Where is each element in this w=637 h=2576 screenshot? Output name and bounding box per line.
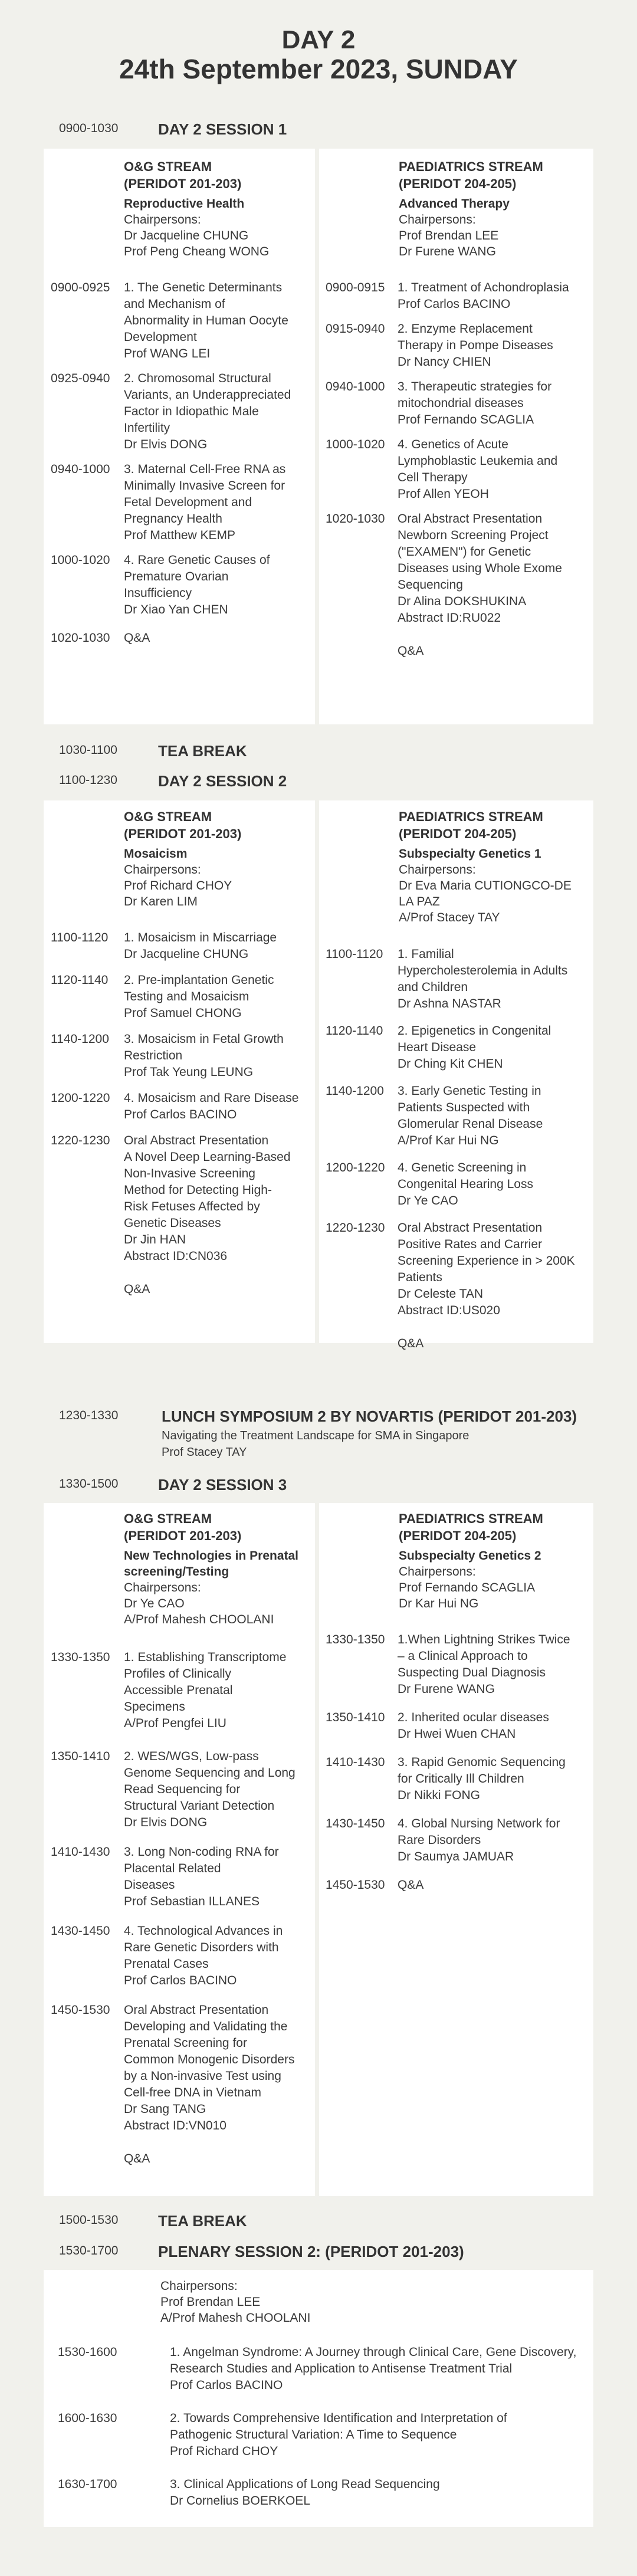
session-title: DAY 2 SESSION 3 — [158, 1476, 287, 1494]
lunch-subtitle: Navigating the Treatment Landscape for SMA in Singapore Prof Stacey TAY — [162, 1429, 469, 1459]
item-text: 1. The Genetic Determinants and Mechanism of Abnormality in Human Oocyte Development Prof WANG LEI — [124, 281, 288, 360]
item-time: 1430-1450 — [51, 1924, 110, 1938]
chairpersons: Chairpersons: Prof Brendan LEE Dr Furene WANG — [399, 213, 499, 258]
break-time: 1030-1100 — [59, 743, 117, 757]
item-time: 1530-1600 — [58, 2345, 117, 2359]
stream-topic: Subspecialty Genetics 1 — [399, 847, 541, 861]
item-text: 3. Mosaicism in Fetal Growth Restriction Prof Tak Yeung LEUNG — [124, 1032, 284, 1079]
item-text: 2. Epigenetics in Congenital Heart Disease Dr Ching Kit CHEN — [398, 1024, 551, 1071]
session3-header — [0, 1470, 637, 1499]
item-text: 2. Towards Comprehensive Identification and Interpretation of Pathogenic Structural Variation: A Time to Sequence Prof Richard CHOY — [170, 2411, 507, 2458]
tea-break-1 — [0, 736, 637, 766]
session3-paeds-stream — [399, 1510, 591, 1612]
stream-name: PAEDIATRICS STREAM (PERIDOT 204-205) — [399, 1511, 543, 1543]
item-time: 1020-1030 — [51, 631, 110, 645]
schedule-item — [51, 370, 313, 453]
item-time: 1410-1430 — [51, 1845, 110, 1859]
chairpersons: Chairpersons: Dr Jacqueline CHUNG Prof Peng Cheang WONG — [124, 213, 270, 258]
item-text: 4. Mosaicism and Rare Disease Prof Carlos BACINO — [124, 1091, 299, 1121]
item-time: 1330-1350 — [326, 1633, 385, 1646]
schedule-item — [51, 1748, 313, 1831]
schedule-item — [58, 2476, 589, 2509]
schedule-item — [58, 2410, 589, 2460]
item-time: 1220-1230 — [326, 1221, 385, 1235]
session1-og-schedule — [51, 280, 313, 656]
item-time: 0925-0940 — [51, 372, 110, 385]
date-title: 24th September 2023, SUNDAY — [119, 54, 518, 84]
item-time: 1330-1350 — [51, 1650, 110, 1664]
stream-topic: Subspecialty Genetics 2 — [399, 1549, 541, 1563]
item-text: 4. Genetics of Acute Lymphoblastic Leukemia and Cell Therapy Prof Allen YEOH — [398, 438, 558, 501]
session2-og-stream — [124, 808, 313, 910]
item-text: 2. Chromosomal Structural Variants, an Underappreciated Factor in Idiopathic Male Infertility Dr Elvis DONG — [124, 372, 291, 451]
item-time: 1430-1450 — [326, 1817, 385, 1830]
item-time: 0940-1000 — [51, 462, 110, 476]
item-text: Oral Abstract Presentation Developing and Validating the Prenatal Screening for Common Monogenic Disorders by a Non-invasive Test using Cell-free DNA in Vietnam Dr Sang TANG Abstract ID:VN010 Q&A — [124, 2003, 295, 2165]
stream-name: PAEDIATRICS STREAM (PERIDOT 204-205) — [399, 809, 543, 841]
schedule-item — [51, 972, 313, 1022]
item-text: 2. Enzyme Replacement Therapy in Pompe Diseases Dr Nancy CHIEN — [398, 322, 553, 369]
session3-og-schedule — [51, 1649, 313, 2177]
schedule-item — [51, 461, 313, 544]
item-text: 2. WES/WGS, Low-pass Genome Sequencing and Long Read Sequencing for Structural Variant Detection Dr Elvis DONG — [124, 1750, 295, 1829]
schedule-item — [326, 1709, 592, 1743]
item-time: 1220-1230 — [51, 1134, 110, 1147]
session1-header — [0, 114, 637, 144]
tea-break-2 — [0, 2206, 637, 2236]
session2-header — [0, 766, 637, 796]
stream-name: O&G STREAM (PERIDOT 201-203) — [124, 809, 242, 841]
item-text: Q&A — [124, 631, 150, 645]
session-time: 1530-1700 — [59, 2244, 119, 2257]
plenary-header — [0, 2237, 637, 2266]
item-time: 1350-1410 — [51, 1750, 110, 1763]
schedule-item — [326, 1877, 592, 1894]
chairpersons: Chairpersons: Dr Eva Maria CUTIONGCO-DE LA PAZ A/Prof Stacey TAY — [399, 863, 572, 924]
schedule-item — [326, 1160, 592, 1209]
lunch-title: LUNCH SYMPOSIUM 2 BY NOVARTIS (PERIDOT 201-203) — [162, 1407, 577, 1425]
item-time: 0915-0940 — [326, 322, 385, 336]
schedule-item — [51, 1090, 313, 1123]
item-text: 3. Clinical Applications of Long Read Sequencing Dr Cornelius BOERKOEL — [170, 2477, 440, 2508]
item-time: 1000-1020 — [51, 553, 110, 567]
schedule-item — [51, 1031, 313, 1081]
plenary-chairs — [160, 2278, 585, 2326]
lunch-symposium — [0, 1402, 637, 1461]
item-text: 1. Mosaicism in Miscarriage Dr Jacqueline CHUNG — [124, 931, 277, 961]
item-text: 4. Genetic Screening in Congenital Hearing Loss Dr Ye CAO — [398, 1161, 533, 1207]
session-time: 1100-1230 — [59, 773, 117, 787]
schedule-item — [326, 280, 592, 313]
schedule-item — [326, 1816, 592, 1865]
item-time: 1630-1700 — [58, 2477, 117, 2491]
item-text: 3. Rapid Genomic Sequencing for Critically Ill Children Dr Nikki FONG — [398, 1755, 566, 1802]
stream-topic: Advanced Therapy — [399, 197, 510, 211]
item-time: 1100-1120 — [51, 931, 109, 944]
item-text: 3. Maternal Cell-Free RNA as Minimally Invasive Screen for Fetal Development and Pregnancy Health Prof Matthew KEMP — [124, 462, 286, 542]
schedule-item — [326, 379, 592, 428]
item-time: 1450-1530 — [326, 1878, 385, 1892]
schedule-item — [326, 511, 592, 659]
schedule-item — [51, 930, 313, 963]
schedule-item — [51, 552, 313, 618]
session-title: DAY 2 SESSION 1 — [158, 120, 287, 138]
chairpersons: Chairpersons: Prof Brendan LEE A/Prof Mahesh CHOOLANI — [160, 2279, 311, 2325]
session-title: PLENARY SESSION 2: (PERIDOT 201-203) — [158, 2243, 464, 2260]
session-title: DAY 2 SESSION 2 — [158, 772, 287, 790]
session3-og-stream — [124, 1510, 313, 1627]
item-time: 1200-1220 — [51, 1091, 110, 1105]
session2-paeds-schedule — [326, 946, 592, 1361]
item-text: 1. Familial Hypercholesterolemia in Adults and Children Dr Ashna NASTAR — [398, 947, 568, 1010]
schedule-item — [51, 2002, 313, 2167]
item-text: 2. Pre-implantation Genetic Testing and Mosaicism Prof Samuel CHONG — [124, 973, 274, 1020]
stream-topic: Mosaicism — [124, 847, 188, 861]
item-text: 3. Long Non-coding RNA for Placental Related Diseases Prof Sebastian ILLANES — [124, 1845, 279, 1908]
item-text: Q&A — [398, 1878, 424, 1892]
item-time: 1140-1200 — [326, 1084, 384, 1098]
item-text: 4. Global Nursing Network for Rare Disorders Dr Saumya JAMUAR — [398, 1817, 560, 1863]
item-time: 1000-1020 — [326, 438, 385, 451]
plenary-schedule — [58, 2344, 589, 2519]
schedule-item — [326, 1220, 592, 1352]
session1-og-stream — [124, 158, 313, 260]
item-text: 3. Therapeutic strategies for mitochondrial diseases Prof Fernando SCAGLIA — [398, 380, 552, 426]
item-time: 0940-1000 — [326, 380, 385, 393]
chairpersons: Chairpersons: Prof Richard CHOY Dr Karen LIM — [124, 863, 232, 908]
item-text: 1.When Lightning Strikes Twice – a Clinical Approach to Suspecting Dual Diagnosis Dr Furene WANG — [398, 1633, 570, 1696]
item-time: 0900-0925 — [51, 281, 110, 294]
session1-paeds-stream — [399, 158, 591, 260]
schedule-item — [326, 1023, 592, 1072]
item-time: 1020-1030 — [326, 512, 385, 526]
stream-name: O&G STREAM (PERIDOT 201-203) — [124, 1511, 242, 1543]
item-text: 4. Rare Genetic Causes of Premature Ovarian Insufficiency Dr Xiao Yan CHEN — [124, 553, 270, 616]
schedule-item — [51, 1133, 313, 1298]
schedule-item — [326, 1754, 592, 1804]
schedule-item — [58, 2344, 589, 2394]
item-text: 3. Early Genetic Testing in Patients Suspected with Glomerular Renal Disease A/Prof Kar Hui NG — [398, 1084, 543, 1147]
chairpersons: Chairpersons: Prof Fernando SCAGLIA Dr Kar Hui NG — [399, 1565, 536, 1610]
session-time: 0900-1030 — [59, 122, 119, 135]
item-text: 1. Treatment of Achondroplasia Prof Carlos BACINO — [398, 281, 569, 311]
item-text: Oral Abstract Presentation A Novel Deep Learning-Based Non-Invasive Screening Method for Detecting High- Risk Fetuses Affected by Genetic Diseases Dr Jin HAN Abstract ID:CN036 Q&A — [124, 1134, 291, 1296]
break-title: TEA BREAK — [158, 2212, 247, 2230]
schedule-item — [326, 946, 592, 1012]
schedule-item — [51, 1649, 313, 1732]
item-text: 1. Establishing Transcriptome Profiles of Clinically Accessible Prenatal Specimens A/Prof Pengfei LIU — [124, 1650, 287, 1730]
session-time: 1330-1500 — [59, 1477, 119, 1491]
schedule-item — [326, 321, 592, 370]
schedule-item — [51, 1923, 313, 1989]
item-text: Oral Abstract Presentation Newborn Screening Project ("EXAMEN") for Genetic Diseases using Whole Exome Sequencing Dr Alina DOKSHUKINA Abstract ID:RU022 Q&A — [398, 512, 562, 658]
schedule-item — [326, 437, 592, 503]
session1-paeds-schedule — [326, 280, 592, 669]
session2-paeds-stream — [399, 808, 591, 926]
item-text: 4. Technological Advances in Rare Genetic Disorders with Prenatal Cases Prof Carlos BACINO — [124, 1924, 283, 1987]
item-time: 1120-1140 — [326, 1024, 383, 1038]
stream-name: PAEDIATRICS STREAM (PERIDOT 204-205) — [399, 159, 543, 191]
break-time: 1500-1530 — [59, 2213, 119, 2227]
item-time: 0900-0915 — [326, 281, 385, 294]
item-time: 1200-1220 — [326, 1161, 385, 1174]
item-time: 1100-1120 — [326, 947, 383, 961]
day-title: DAY 2 — [281, 25, 356, 54]
item-time: 1600-1630 — [58, 2411, 117, 2425]
item-time: 1350-1410 — [326, 1711, 385, 1724]
schedule-item — [51, 630, 313, 647]
item-time: 1450-1530 — [51, 2003, 110, 2017]
break-title: TEA BREAK — [158, 742, 247, 760]
item-text: Oral Abstract Presentation Positive Rates and Carrier Screening Experience in > 200K Patients Dr Celeste TAN Abstract ID:US020 Q&A — [398, 1221, 575, 1350]
item-text: 2. Inherited ocular diseases Dr Hwei Wuen CHAN — [398, 1711, 549, 1741]
schedule-item — [51, 280, 313, 362]
item-text: 1. Angelman Syndrome: A Journey through Clinical Care, Gene Discovery, Research Studies and Application to Antisense Treatment Trial Prof Carlos BACINO — [170, 2345, 577, 2392]
schedule-item — [326, 1632, 592, 1698]
chairpersons: Chairpersons: Dr Ye CAO A/Prof Mahesh CHOOLANI — [124, 1581, 274, 1626]
schedule-item — [51, 1844, 313, 1910]
stream-name: O&G STREAM (PERIDOT 201-203) — [124, 159, 242, 191]
stream-topic: New Technologies in Prenatal screening/Testing — [124, 1549, 299, 1579]
item-time: 1120-1140 — [51, 973, 109, 987]
session2-og-schedule — [51, 930, 313, 1307]
item-time: 1140-1200 — [51, 1032, 109, 1046]
stream-topic: Reproductive Health — [124, 197, 245, 211]
item-time: 1410-1430 — [326, 1755, 385, 1769]
lunch-time: 1230-1330 — [59, 1409, 119, 1422]
session3-paeds-schedule — [326, 1632, 592, 1903]
schedule-item — [326, 1083, 592, 1149]
